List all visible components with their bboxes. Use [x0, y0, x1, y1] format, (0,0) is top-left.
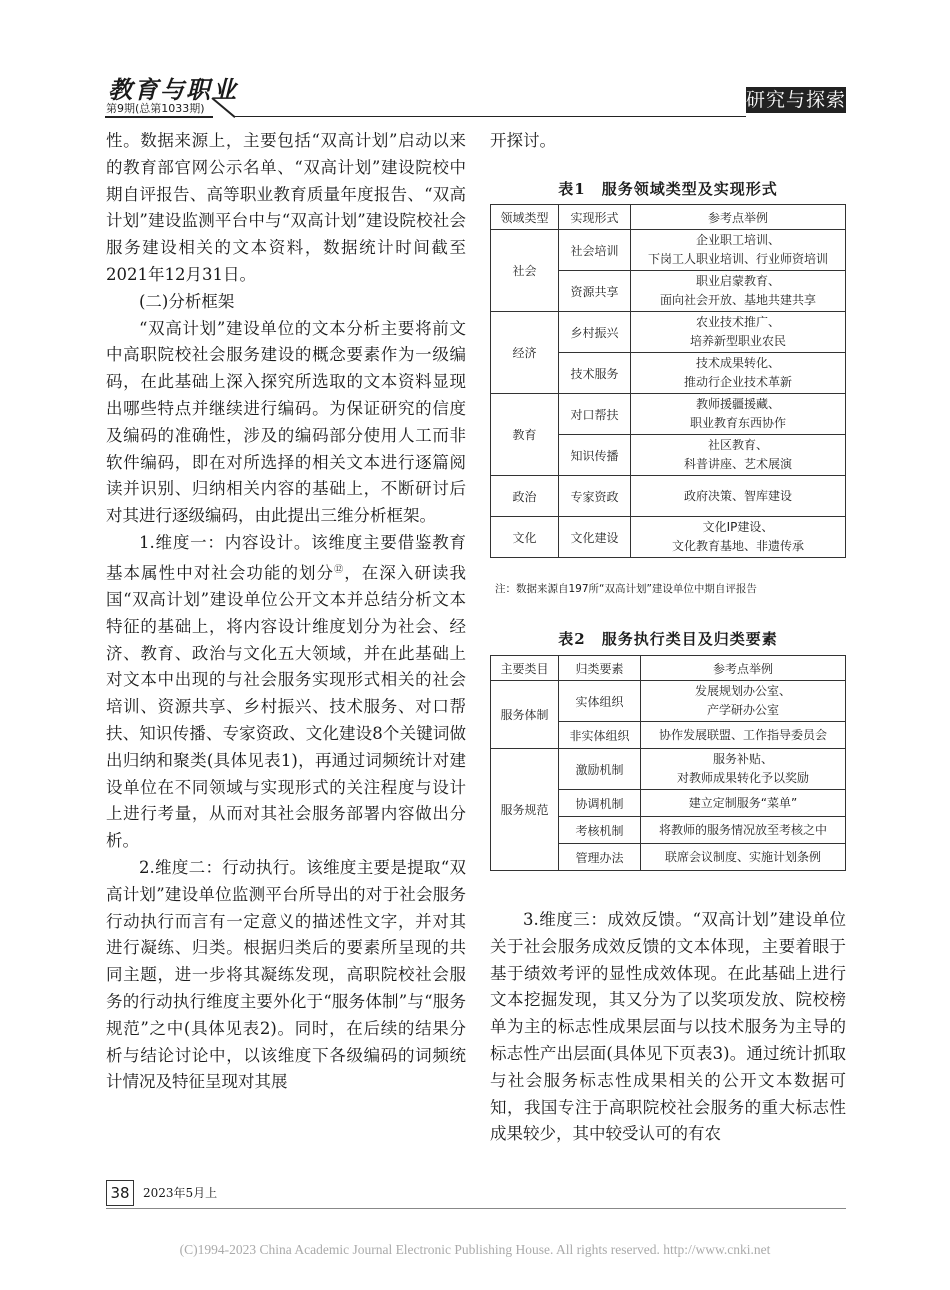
table1-header: 参考点举例: [631, 205, 846, 230]
table1-note: 注：数据来源自197所“双高计划”建设单位中期自评报告: [495, 583, 757, 595]
text-span: 1.维度一：内容设计。该维度主要借鉴教育基本属性中对社会功能的划分: [106, 532, 466, 583]
table1-example-cell-line: 科普讲座、艺术展演: [683, 457, 792, 471]
table1-row: [491, 517, 846, 558]
table2-item-cell: 协调机制: [559, 790, 641, 817]
table2-example-cell-line: 协作发展联盟、工作指导委员会: [658, 727, 827, 742]
paragraph: 3.维度三：成效反馈。“双高计划”建设单位关于社会服务成效反馈的文本体现，主要着眼于基于绩效考评的显性成效体现。在此基础上进行文本挖掘发现，其又分为了以奖项发放、院校榜单为主的标志性成果层面与以技术服务为主导的标志性产出层面(具体见下页表3)。通过统计抓取与社会服务标志性成果相关的公开文本数据可知，我国专注于高职院校社会服务的重大标志性成果较少，其中较受认可的有农: [490, 910, 846, 1144]
table1-row: [491, 230, 846, 271]
table2-row: [491, 681, 846, 722]
paragraph: 开探讨。: [490, 131, 556, 150]
table2-header: 参考点举例: [641, 656, 846, 681]
table1-item-cell: 社会培训: [559, 230, 631, 271]
table1-example-cell: [631, 271, 846, 312]
table2-caption: 表2 服务执行类目及归类要素: [558, 630, 778, 648]
table1-row: [491, 312, 846, 353]
table1-example-cell-line: 下岗工人职业培训、行业师资培训: [647, 252, 828, 266]
text-span: ，在深入研读我国“双高计划”建设单位公开文本并总结分析文本特征的基础上，将内容设计维度划分为社会、经济、教育、政治与文化五大领域，并在此基础上对文本中出现的与社会服务实现形式相关的社会培训、资源共享、乡村振兴、技术服务、对口帮扶、知识传播、专家资政、文化建设8个关键词做出归纳和聚类(具体见表1)，再通过词频统计对建设单位在不同领域与实现形式的关注程度与设计上进行考量，从而对其社会服务部署内容做出分析。: [106, 563, 466, 851]
table2-item-cell: 激励机制: [559, 749, 641, 790]
journal-logo: 教育与职业: [108, 75, 238, 104]
table1-row: [491, 394, 846, 435]
left-column: [106, 128, 466, 1096]
table2-example-cell-line: 产学研办公室: [706, 703, 779, 717]
table1-example-cell: [631, 353, 846, 394]
table1-header: 领域类型: [491, 205, 559, 230]
footnote-ref: ⑫: [334, 564, 345, 575]
table1-example-cell-line: 教师援疆援藏、: [695, 397, 780, 411]
table1-example-cell: [631, 394, 846, 435]
table1-example-cell-line: 社区教育、: [707, 438, 768, 452]
table1-item-cell: 资源共享: [559, 271, 631, 312]
table1-example-cell-line: 培养新型职业农民: [689, 334, 786, 348]
table2-item-cell: 管理办法: [559, 844, 641, 871]
table1-item-cell: 技术服务: [559, 353, 631, 394]
table1-example-cell-line: 政府决策、智库建设: [683, 488, 792, 503]
table1-example-cell: [631, 230, 846, 271]
table2-item-cell: 考核机制: [559, 817, 641, 844]
table2-example-cell-line: 建立定制服务“菜单”: [688, 795, 798, 810]
table1-item-cell: 专家资政: [559, 476, 631, 517]
table1-example-cell-line: 职业启蒙教育、: [695, 274, 780, 288]
table1-example-cell: [631, 476, 846, 517]
right-column-bottom: [490, 907, 846, 1148]
table2-row: [491, 749, 846, 790]
table1-group-cell: 文化: [491, 517, 559, 558]
table1-example-cell-line: 文化教育基地、非遗传承: [671, 539, 804, 553]
table1-example-cell-line: 推动行企业技术革新: [683, 375, 792, 389]
table2-header: 归类要素: [559, 656, 641, 681]
table1-item-cell: 对口帮扶: [559, 394, 631, 435]
table2-example-cell: [641, 681, 846, 722]
page-number: 38: [106, 1180, 134, 1206]
section-tag: 研究与探索: [746, 89, 847, 111]
table1-example-cell: [631, 312, 846, 353]
table2-group-cell: 服务规范: [491, 749, 559, 871]
table1-caption: 表1 服务领域类型及实现形式: [558, 180, 778, 198]
header-rule-left: [105, 116, 213, 118]
table2-example-cell: [641, 817, 846, 844]
table2-group-cell: 服务体制: [491, 681, 559, 749]
table2-example-cell: [641, 749, 846, 790]
table2-example-cell-line: 对教师成果转化予以奖励: [676, 771, 809, 785]
table1-example-cell-line: 面向社会开放、基地共建共享: [659, 293, 816, 307]
paragraph: [106, 530, 466, 855]
table1-group-cell: 社会: [491, 230, 559, 312]
table2-item-cell: 非实体组织: [559, 722, 641, 749]
table1-example-cell: [631, 435, 846, 476]
issue-date: 2023年5月上: [143, 1186, 218, 1200]
paragraph: 性。数据来源上，主要包括“双高计划”启动以来的教育部官网公示名单、“双高计划”建设院校中期自评报告、高等职业教育质量年度报告、“双高计划”建设监测平台中与“双高计划”建设院校社会服务建设相关的文本资料，数据统计时间截至2021年12月31日。: [106, 131, 466, 284]
paragraph: “双高计划”建设单位的文本分析主要将前文中高职院校社会服务建设的概念要素作为一级编码，在此基础上深入探究所选取的文本资料显现出哪些特点并继续进行编码。为保证研究的信度及编码的准确性，涉及的编码部分使用人工而非软件编码，即在对所选择的相关文本进行逐篇阅读并识别、归纳相关内容的基础上，不断研讨后对其进行逐级编码，由此提出三维分析框架。: [106, 318, 466, 526]
table1-header: 实现形式: [559, 205, 631, 230]
table2-example-cell-line: 服务补贴、: [712, 752, 773, 766]
table1-example-cell-line: 企业职工培训、: [695, 233, 780, 247]
table1-example-cell-line: 农业技术推广、: [695, 315, 780, 329]
table1: [490, 204, 846, 558]
table2-example-cell: [641, 722, 846, 749]
paragraph: 2.维度二：行动执行。该维度主要是提取“双高计划”建设单位监测平台所导出的对于社会服务行动执行而言有一定意义的描述性文字，并对其进行凝练、归类。根据归类后的要素所呈现的共同主题，进一步将其凝练发现，高职院校社会服务的行动执行维度主要外化于“服务体制”与“服务规范”之中(具体见表2)。同时，在后续的结果分析与结论讨论中，以该维度下各级编码的词频统计情况及特征呈现对其展: [106, 858, 466, 1092]
table2: [490, 655, 846, 871]
table1-row: [491, 476, 846, 517]
table1-group-cell: 经济: [491, 312, 559, 394]
table1-group-cell: 教育: [491, 394, 559, 476]
table2-item-cell: 实体组织: [559, 681, 641, 722]
table1-example-cell-line: 文化IP建设、: [702, 520, 774, 534]
table1-item-cell: 文化建设: [559, 517, 631, 558]
table1-example-cell: [631, 517, 846, 558]
table1-group-cell: 政治: [491, 476, 559, 517]
right-column-top: [490, 128, 846, 155]
subheading: (二)分析框架: [139, 291, 235, 311]
table2-example-cell: [641, 844, 846, 871]
header-rule-right: [233, 116, 746, 117]
table2-example-cell-line: 将教师的服务情况放至考核之中: [658, 822, 827, 837]
table1-item-cell: 乡村振兴: [559, 312, 631, 353]
table1-example-cell-line: 技术成果转化、: [695, 356, 780, 370]
table2-example-cell-line: 发展规划办公室、: [694, 684, 791, 698]
issue-number: 第9期(总第1033期): [106, 102, 205, 115]
table1-example-cell-line: 职业教育东西协作: [689, 416, 786, 430]
table1-item-cell: 知识传播: [559, 435, 631, 476]
table2-example-cell: [641, 790, 846, 817]
copyright-watermark: (C)1994-2023 China Academic Journal Electronic Publishing House. All rights reserved. http://www.cnki.net: [179, 1242, 771, 1257]
table2-header: 主要类目: [491, 656, 559, 681]
footer-rule: [106, 1208, 846, 1209]
table2-example-cell-line: 联席会议制度、实施计划条例: [664, 849, 821, 864]
